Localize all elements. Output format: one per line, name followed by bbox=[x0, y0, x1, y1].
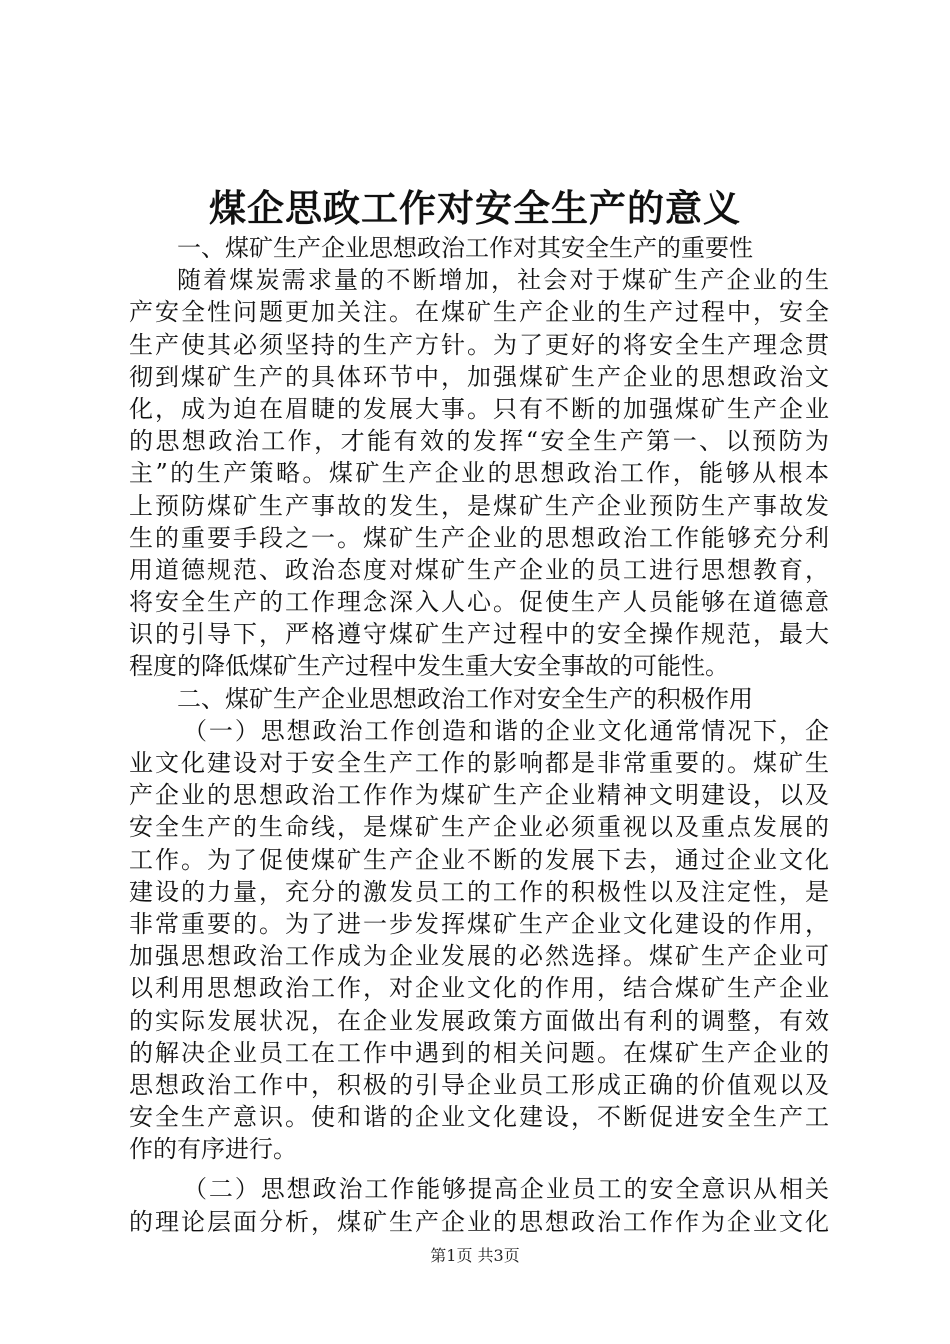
paragraph-line: 识的引导下，严格遵守煤矿生产过程中的安全操作规范，最大 bbox=[129, 620, 829, 649]
paragraph-line: 建设的力量，充分的激发员工的工作的积极性以及注定性，是 bbox=[129, 877, 829, 906]
paragraph-line: （一）思想政治工作创造和谐的企业文化通常情况下，企 bbox=[183, 716, 829, 745]
paragraph-line: 生产使其必须坚持的生产方针。为了更好的将安全生产理念贯 bbox=[129, 330, 829, 359]
paragraph-line: 产安全性问题更加关注。在煤矿生产企业的生产过程中，安全 bbox=[129, 298, 829, 327]
paragraph-gap bbox=[129, 1165, 829, 1173]
paragraph-line: 安全生产的生命线，是煤矿生产企业必须重视以及重点发展的 bbox=[129, 813, 829, 842]
page-footer: 第1页 共3页 bbox=[430, 1246, 520, 1265]
paragraph-line: 思想政治工作中，积极的引导企业员工形成正确的价值观以及 bbox=[129, 1070, 829, 1099]
paragraph-line: 工作。为了促使煤矿生产企业不断的发展下去，通过企业文化 bbox=[129, 845, 829, 874]
paragraph-line: 业文化建设对于安全生产工作的影响都是非常重要的。煤矿生 bbox=[129, 749, 829, 777]
paragraph-line: 生的重要手段之一。煤矿生产企业的思想政治工作能够充分利 bbox=[129, 523, 829, 552]
paragraph-line: 的理论层面分析，煤矿生产企业的思想政治工作作为企业文化 bbox=[129, 1207, 829, 1236]
paragraph-line: 用道德规范、政治态度对煤矿生产企业的员工进行思想教育， bbox=[129, 555, 829, 584]
paragraph-line: （二）思想政治工作能够提高企业员工的安全意识从相关 bbox=[183, 1175, 829, 1204]
paragraph-line: 作的有序进行。 bbox=[129, 1135, 297, 1164]
paragraph-line: 程度的降低煤矿生产过程中发生重大安全事故的可能性。 bbox=[129, 652, 729, 681]
paragraph-line: 上预防煤矿生产事故的发生，是煤矿生产企业预防生产事故发 bbox=[129, 491, 829, 520]
paragraph-line: 的实际发展状况，在企业发展政策方面做出有利的调整，有效 bbox=[129, 1006, 829, 1035]
paragraph-line: 主”的生产策略。煤矿生产企业的思想政治工作，能够从根本 bbox=[129, 459, 829, 488]
paragraph-line: 的思想政治工作，才能有效的发挥“安全生产第一、以预防为 bbox=[129, 427, 829, 456]
paragraph-line: 安全生产意识。使和谐的企业文化建设，不断促进安全生产工 bbox=[129, 1103, 829, 1132]
paragraph-line: 将安全生产的工作理念深入人心。促使生产人员能够在道德意 bbox=[129, 588, 829, 617]
section-heading-2: 二、煤矿生产企业思想政治工作对安全生产的积极作用 bbox=[177, 684, 753, 713]
paragraph-line: 彻到煤矿生产的具体环节中，加强煤矿生产企业的思想政治文 bbox=[129, 362, 829, 391]
paragraph-line: 加强思想政治工作成为企业发展的必然选择。煤矿生产企业可 bbox=[129, 942, 829, 971]
paragraph-line: 非常重要的。为了进一步发挥煤矿生产企业文化建设的作用， bbox=[129, 909, 829, 938]
document-title: 煤企思政工作对安全生产的意义 bbox=[209, 186, 741, 230]
section-heading-1: 一、煤矿生产企业思想政治工作对其安全生产的重要性 bbox=[177, 234, 753, 262]
paragraph-line: 以利用思想政治工作，对企业文化的作用，结合煤矿生产企业 bbox=[129, 974, 829, 1003]
paragraph-line: 化，成为迫在眉睫的发展大事。只有不断的加强煤矿生产企业 bbox=[129, 394, 829, 423]
paragraph-line: 的解决企业员工在工作中遇到的相关问题。在煤矿生产企业的 bbox=[129, 1038, 829, 1067]
paragraph-line: 随着煤炭需求量的不断增加，社会对于煤矿生产企业的生 bbox=[177, 266, 829, 295]
document-body bbox=[129, 232, 829, 1238]
paragraph-line: 产企业的思想政治工作作为煤矿生产企业精神文明建设，以及 bbox=[129, 781, 829, 810]
